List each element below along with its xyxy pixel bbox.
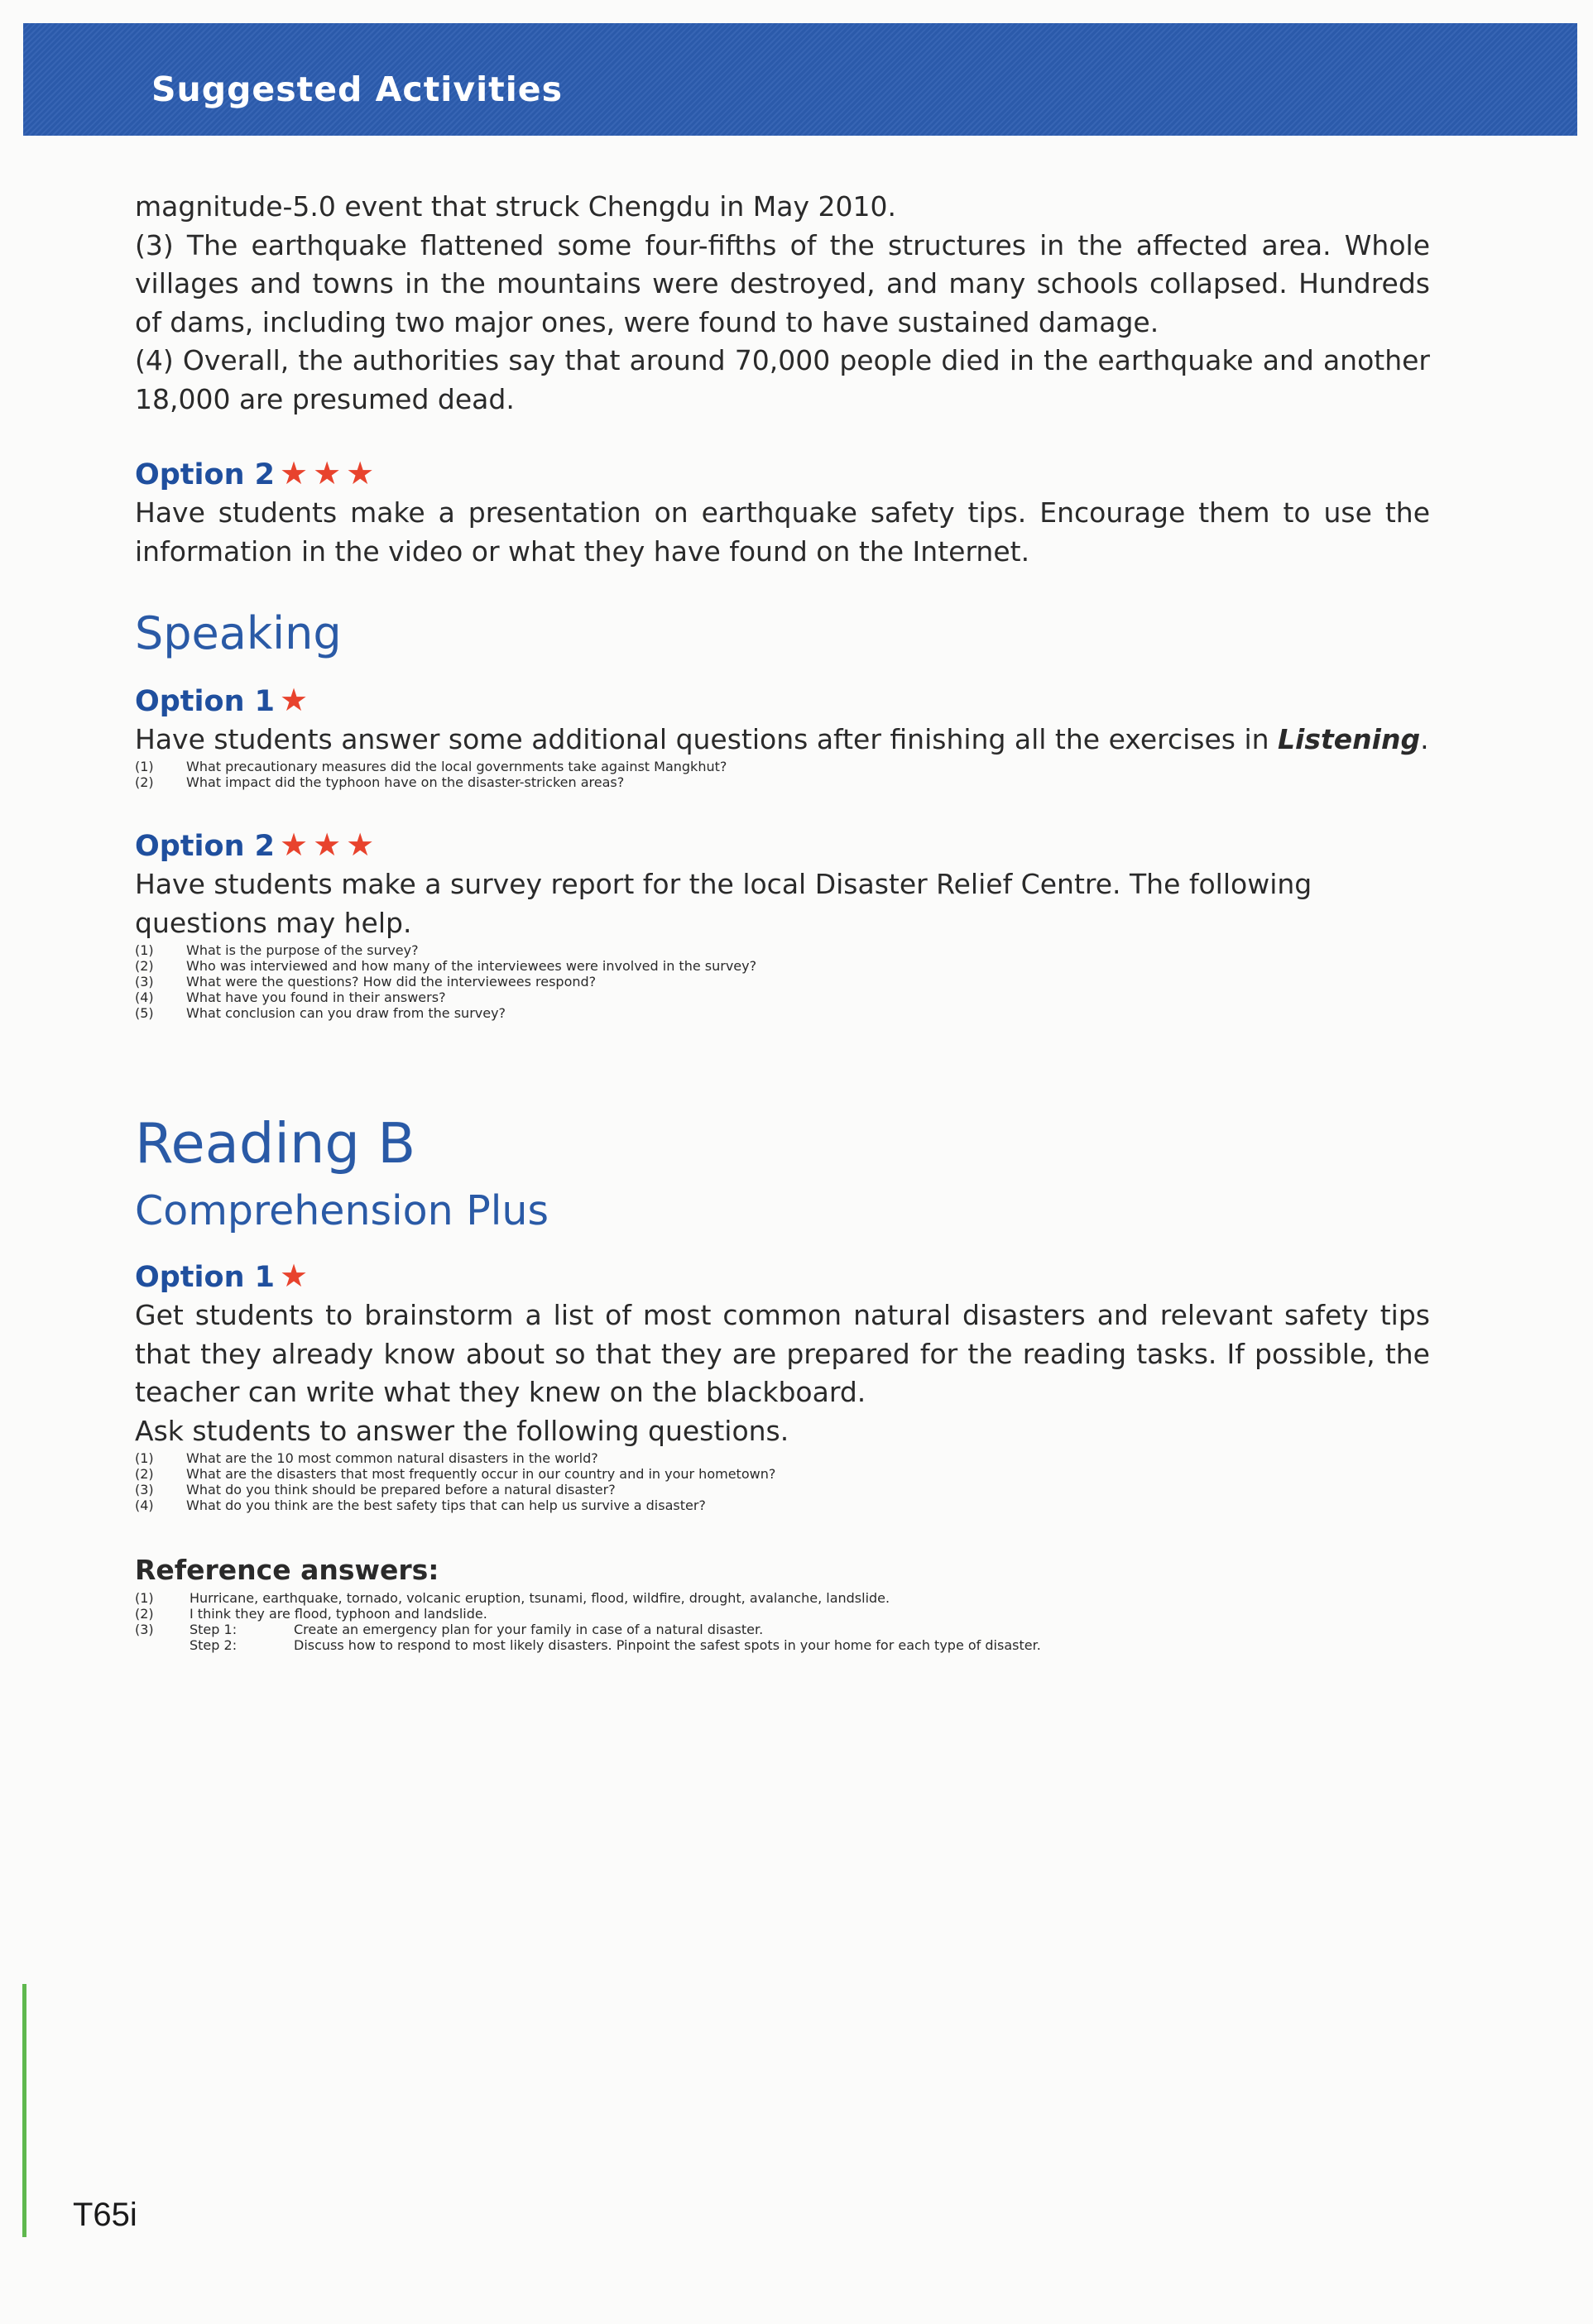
star-rating-icon: ★ [280, 1258, 314, 1295]
paragraph-4: (4) Overall, the authorities say that around 70,000 people died in the earthquake and another 18,000 are presumed dead. [135, 344, 1430, 415]
list-item: (1) What precautionary measures did the local governments take against Mangkhut? [135, 759, 727, 775]
star-rating-icon: ★★★ [280, 827, 380, 864]
speaking-option-1-heading [135, 681, 1430, 721]
page-header-title: Suggested Activities [151, 69, 563, 109]
list-item: (5) What conclusion can you draw from the survey? [135, 1005, 506, 1022]
list-item: (4) What have you found in their answers? [135, 989, 446, 1006]
comprehension-plus-heading: Comprehension Plus [135, 1186, 549, 1234]
speaking-option-2-text: Have students make a survey report for the local Disaster Relief Centre. The following questions may help. [135, 868, 1312, 939]
list-item: (2) What impact did the typhoon have on the disaster-stricken areas? [135, 774, 625, 791]
list-item: (1) What is the purpose of the survey? [135, 942, 419, 959]
list-item: (3) What do you think should be prepared before a natural disaster? [135, 1482, 616, 1498]
reference-answer-2: (2) I think they are flood, typhoon and landslide. [135, 1605, 487, 1622]
page-number: T65i [73, 2197, 137, 2233]
option-label: Option 1 [135, 684, 276, 718]
step-2: Step 2: Discuss how to respond to most likely disasters. Pinpoint the safest spots in your home for each type of disaster. [190, 1636, 1041, 1653]
list-item: (2) Who was interviewed and how many of the interviewees were involved in the survey? [135, 958, 757, 975]
speaking-heading: Speaking [135, 607, 342, 659]
star-rating-icon: ★★★ [280, 455, 380, 491]
continuation-line: magnitude-5.0 event that struck Chengdu in May 2010. [135, 190, 896, 223]
option-2-text: Have students make a presentation on earthquake safety tips. Encourage them to use the information in the video or what they have found on the Internet. [135, 496, 1430, 568]
option-label: Option 2 [135, 830, 276, 864]
paragraph-3: (3) The earthquake flattened some four-fifths of the structures in the affected area. Whole villages and towns in the mountains were destroyed, and many schools collapsed. Hundreds of dams, including two major ones, were found to have sustained damage. [135, 228, 1430, 338]
list-item: (2) What are the disasters that most frequently occur in our country and in your hometown? [135, 1466, 776, 1483]
step-1: Step 1: Create an emergency plan for your family in case of a natural disaster. [190, 1621, 764, 1637]
option-2-heading [135, 454, 1430, 494]
option-label: Option 1 [135, 1261, 276, 1295]
option-label: Option 2 [135, 458, 276, 491]
page-content [135, 188, 1430, 1653]
reading-option-1-text: Get students to brainstorm a list of most common natural disasters and relevant safety tips that they already know about so that they are prepared for the reading tasks. If possible, the teacher can write what they knew on the blackboard. [135, 1299, 1430, 1409]
list-item: (1) What are the 10 most common natural disasters in the world? [135, 1450, 598, 1467]
green-margin-bar [22, 1984, 26, 2237]
list-item: (4) What do you think are the best safety tips that can help us survive a disaster? [135, 1497, 706, 1514]
list-item: (3) What were the questions? How did the interviewees respond? [135, 974, 597, 990]
speaking-option-1-text: Have students answer some additional questions after finishing all the exercises in Listening. [135, 722, 1429, 755]
reading-option-1-ask: Ask students to answer the following questions. [135, 1414, 789, 1447]
reference-answer-1: (1) Hurricane, earthquake, tornado, volcanic eruption, tsunami, flood, wildfire, drought, avalanche, landslide. [135, 1589, 890, 1606]
reading-b-heading: Reading B [135, 1111, 416, 1176]
reference-answers-title: Reference answers: [135, 1554, 439, 1587]
reading-option-1-heading [135, 1257, 1430, 1296]
speaking-option-2-heading [135, 826, 1430, 865]
reference-answer-3: (3) Step 1: Create an emergency plan for your family in case of a natural disaster. Step 2: Discuss how to respond to most likely disasters. Pinpoint the safest spots in your home for each type of disaster. [135, 1622, 1430, 1653]
star-rating-icon: ★ [280, 681, 314, 718]
